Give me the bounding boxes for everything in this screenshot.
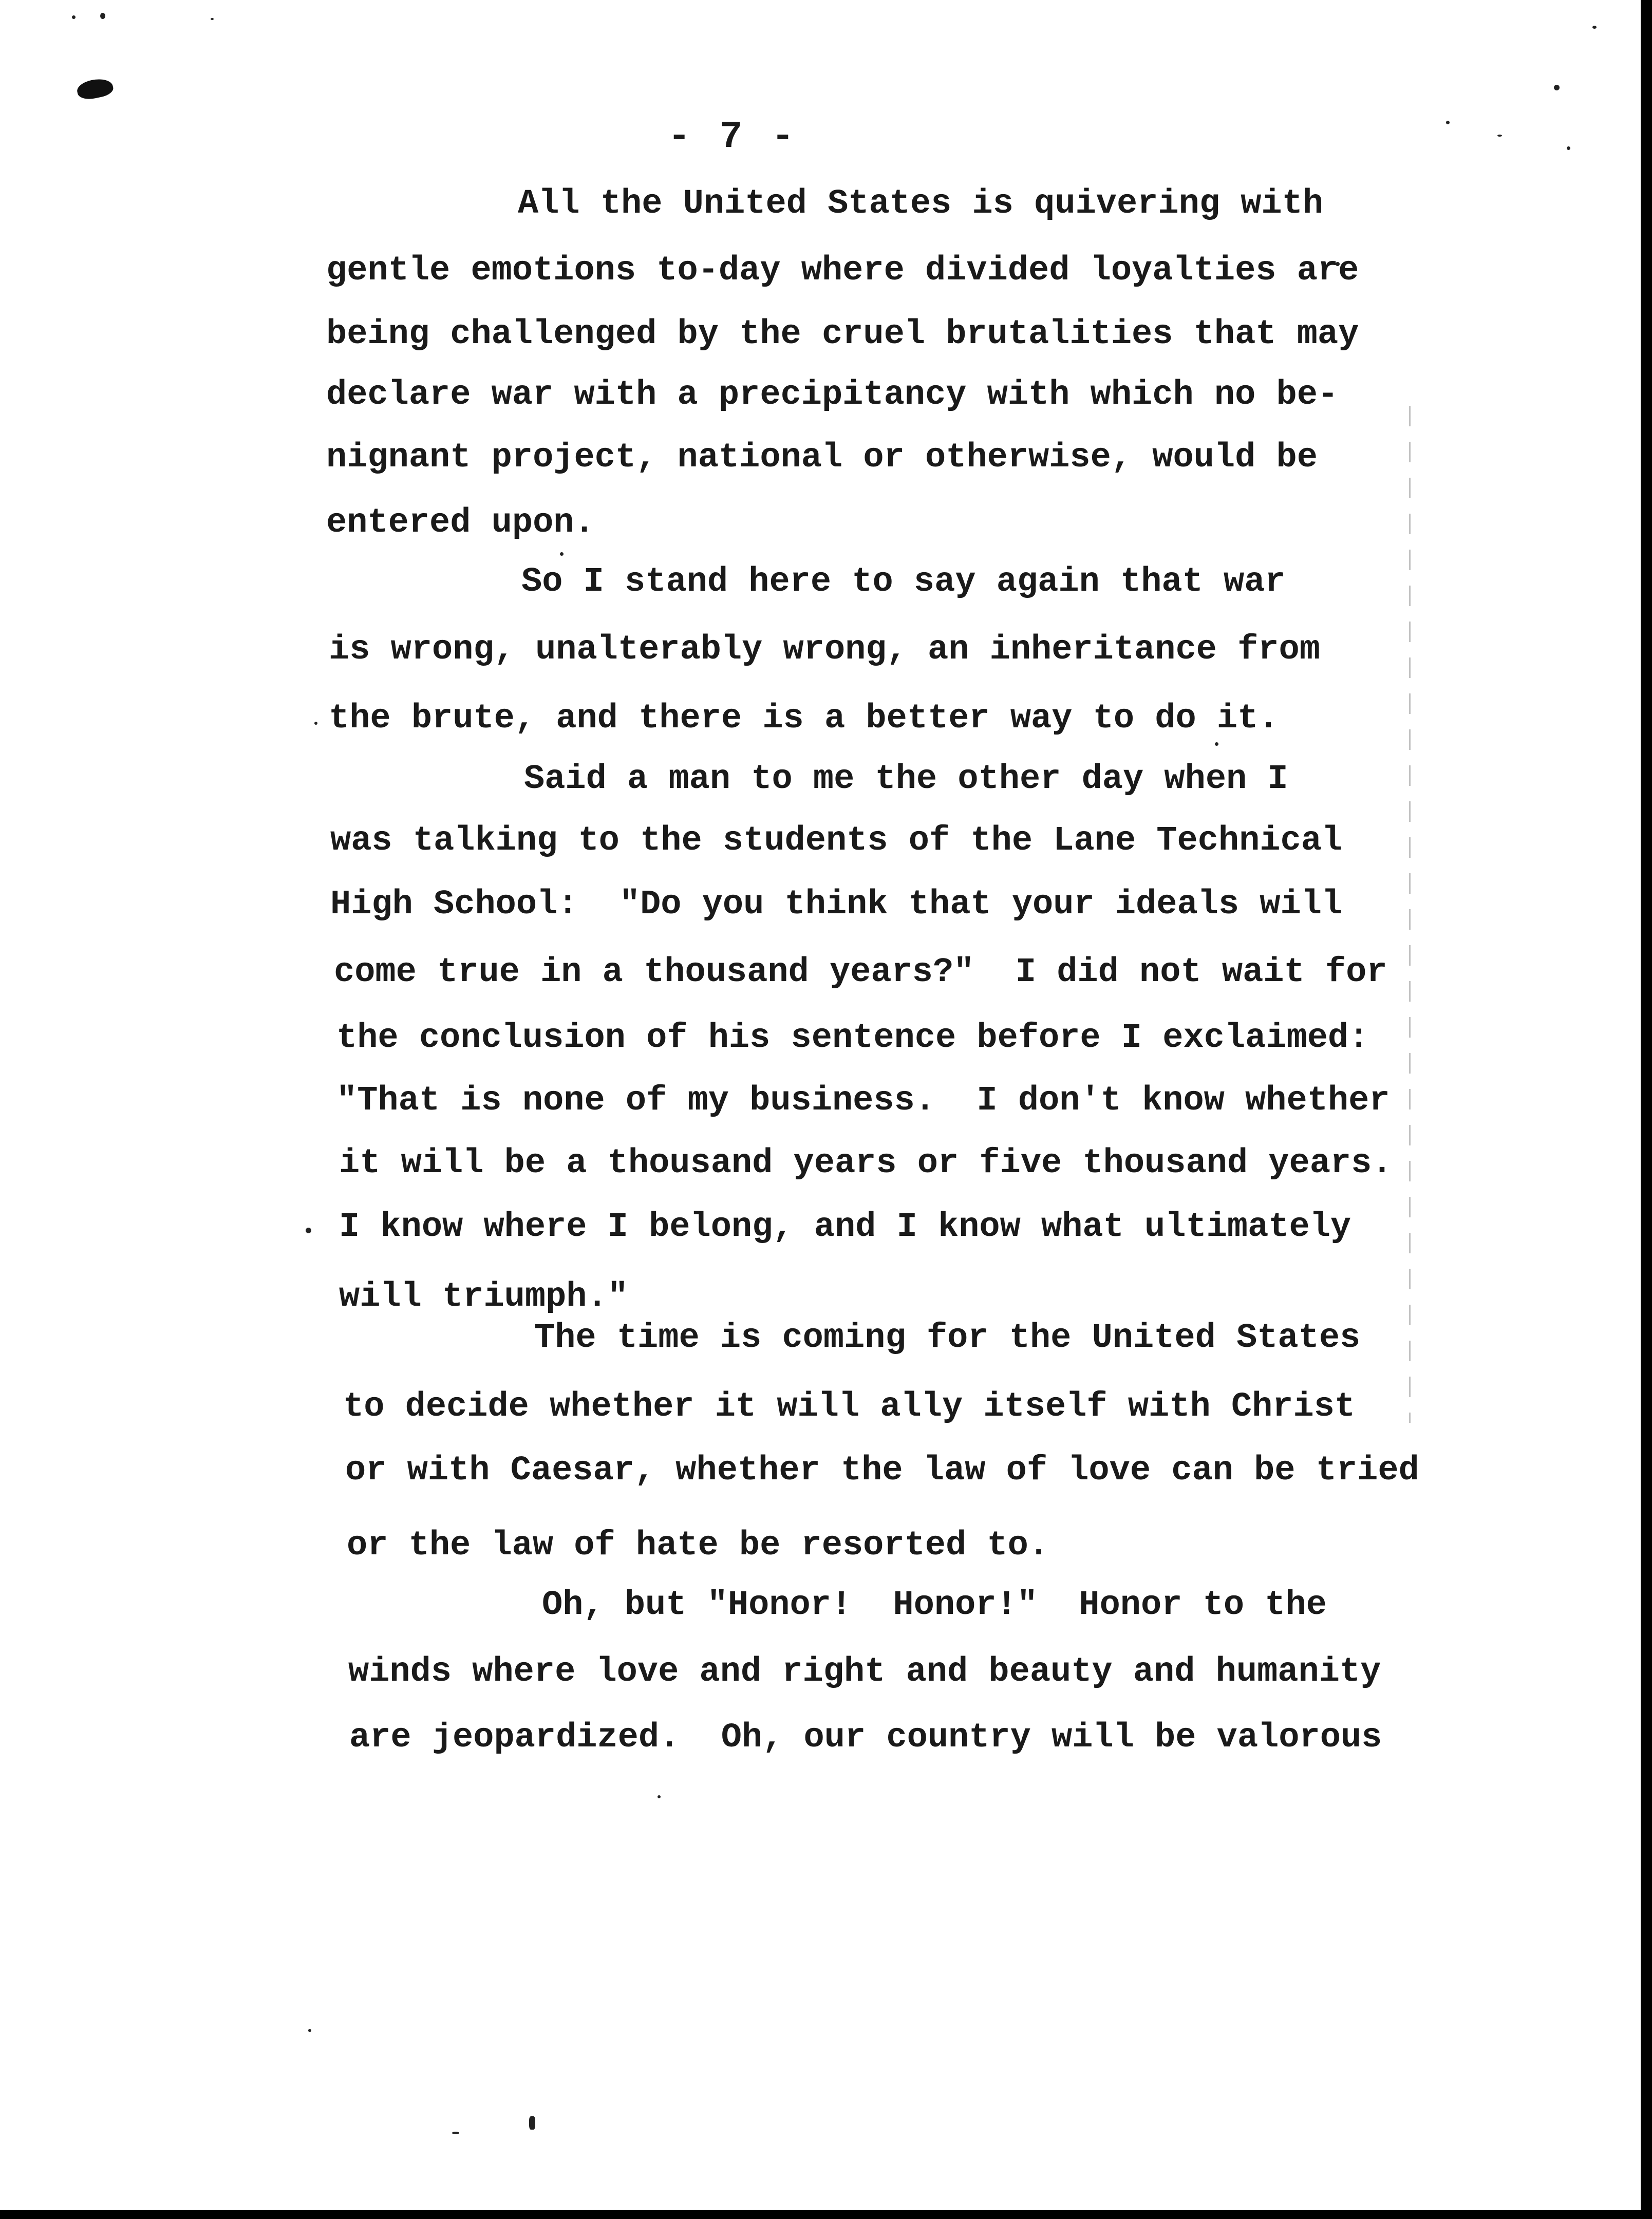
scan-speck — [1567, 146, 1570, 150]
text-line: come true in a thousand years?" I did not wait for — [334, 953, 1387, 992]
ink-blot — [76, 76, 115, 102]
text-line: are jeopardized. Oh, our country will be valorous — [349, 1718, 1382, 1757]
text-line: nignant project, national or otherwise, would be — [326, 438, 1318, 477]
scan-border-bottom — [0, 2210, 1652, 2219]
text-line: I know where I belong, and I know what ultimately — [339, 1208, 1351, 1247]
text-line: or the law of hate be resorted to. — [347, 1526, 1049, 1565]
scan-border-right — [1641, 0, 1652, 2219]
scan-speck — [306, 1228, 311, 1233]
text-line: was talking to the students of the Lane Technical — [330, 821, 1343, 860]
text-line: to decide whether it will ally itself with Christ — [343, 1387, 1356, 1426]
text-line: So I stand here to say again that war — [521, 562, 1286, 601]
scan-speck — [1554, 85, 1560, 90]
text-line: will triumph." — [339, 1277, 628, 1317]
scan-speck — [529, 2116, 535, 2130]
text-line: is wrong, unalterably wrong, an inheritance from — [329, 630, 1320, 669]
scan-speck — [211, 18, 214, 20]
text-line: declare war with a precipitancy with which no be- — [326, 375, 1339, 415]
scan-speck — [1446, 121, 1450, 124]
text-line: entered upon. — [326, 503, 595, 542]
text-line: "That is none of my business. I don't know whether — [336, 1081, 1390, 1120]
text-line: The time is coming for the United States — [534, 1319, 1361, 1358]
text-line: being challenged by the cruel brutalities that may — [326, 315, 1359, 354]
page-number: - 7 - — [668, 116, 798, 159]
text-line: Said a man to me the other day when I — [524, 760, 1288, 799]
text-line: Oh, but "Honor! Honor!" Honor to the — [542, 1586, 1327, 1625]
text-line: gentle emotions to-day where divided loyalties are — [326, 251, 1359, 290]
text-line: All the United States is quivering with — [518, 184, 1324, 223]
text-line: the brute, and there is a better way to do it. — [329, 699, 1279, 738]
text-line: the conclusion of his sentence before I exclaimed: — [336, 1019, 1369, 1058]
scan-speck — [72, 15, 76, 19]
scan-speck — [100, 13, 105, 19]
scan-speck — [1592, 26, 1597, 29]
scan-speck — [314, 722, 317, 725]
text-line: winds where love and right and beauty and humanity — [348, 1652, 1381, 1691]
scan-speck — [1497, 135, 1502, 137]
scan-speck — [560, 552, 564, 556]
scan-speck — [452, 2132, 459, 2134]
scan-speck — [1215, 742, 1218, 746]
text-line: or with Caesar, whether the law of love can be tried — [345, 1451, 1419, 1490]
text-line: High School: "Do you think that your ideals will — [330, 885, 1343, 924]
text-line: it will be a thousand years or five thousand years. — [339, 1144, 1393, 1183]
scan-speck — [658, 1795, 661, 1798]
margin-rule — [1409, 406, 1411, 1423]
scan-speck — [308, 2029, 311, 2032]
